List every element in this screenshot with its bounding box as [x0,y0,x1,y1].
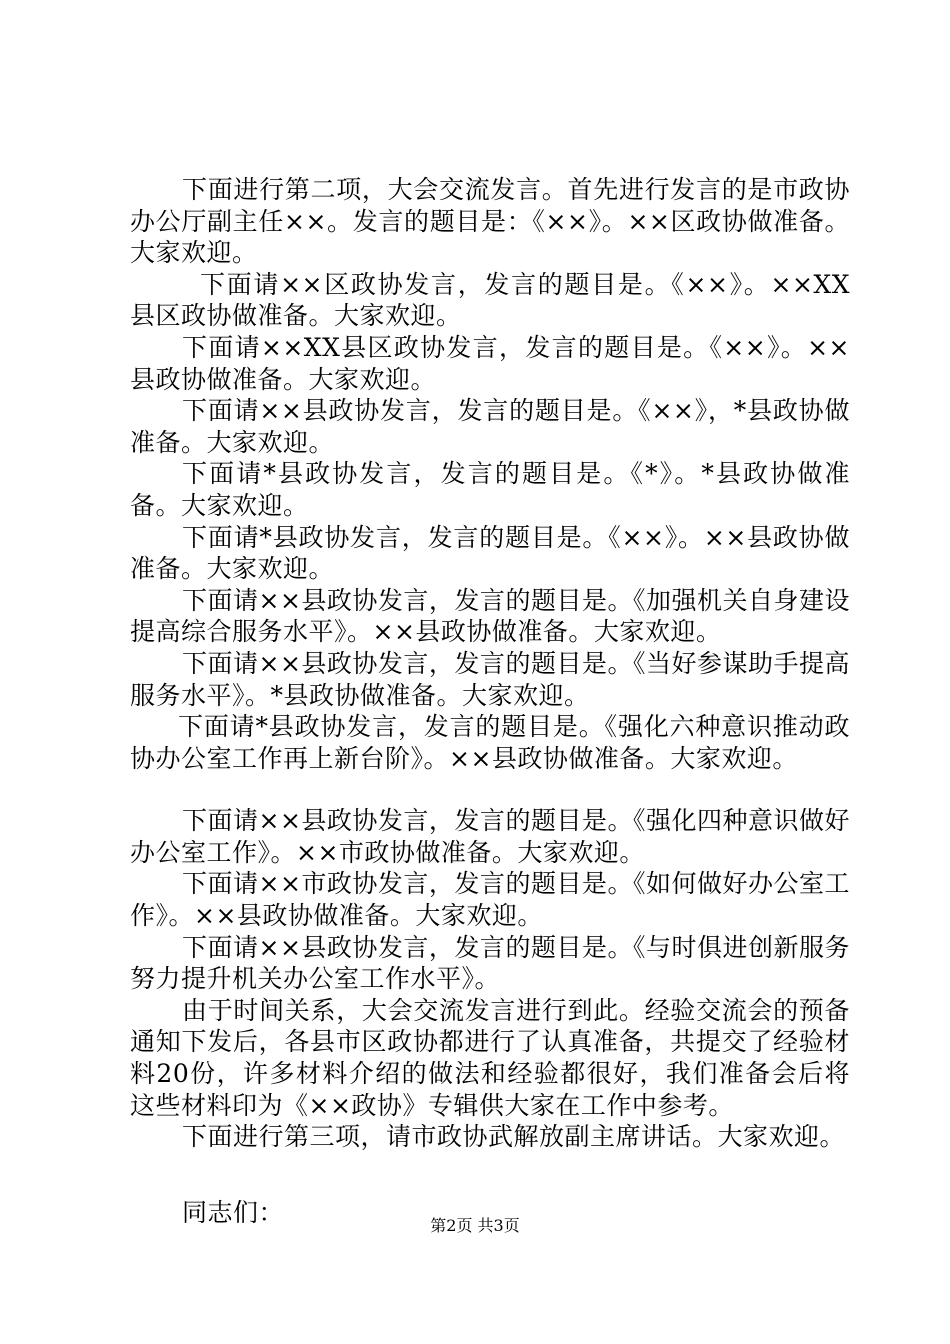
paragraph-district-speech: 下面请××区政协发言，发言的题目是。《××》。××XX县区政协做准备。大家欢迎。 [130,269,850,331]
paragraph-county-speech-3: 下面请*县政协发言，发言的题目是。《××》。××县政协做准备。大家欢迎。 [130,522,850,584]
paragraph-xx-county-district-speech: 下面请××XX县区政协发言，发言的题目是。《××》。××县政协做准备。大家欢迎。 [130,332,850,394]
paragraph-county-speech-5: 下面请××县政协发言，发言的题目是。《当好参谋助手提高服务水平》。*县政协做准备。大家欢迎。 [130,648,850,710]
paragraph-county-speech-2: 下面请*县政协发言，发言的题目是。《*》。*县政协做准备。大家欢迎。 [130,459,850,520]
paragraph-county-speech-6: 下面请*县政协发言，发言的题目是。《强化六种意识推动政协办公室工作再上新台阶》。××县政协做准备。大家欢迎。 [130,712,850,773]
paragraph-second-item-intro: 下面进行第二项，大会交流发言。首先进行发言的是市政协办公厅副主任××。发言的题目是：《××》。××区政协做准备。大家欢迎。 [130,175,850,268]
paragraph-gap [130,1153,850,1197]
paragraph-gap [130,774,850,805]
paragraph-session-summary: 由于时间关系，大会交流发言进行到此。经验交流会的预备通知下发后，各县市区政协都进行了认真准备，共提交了经验材料20份，许多材料介绍的做法和经验都很好，我们准备会后将这些材料印为《××政协》专辑供大家在工作中参考。 [130,995,850,1120]
paragraph-county-speech-4: 下面请××县政协发言，发言的题目是。《加强机关自身建设提高综合服务水平》。××县政协做准备。大家欢迎。 [130,585,850,647]
page-footer: 第2页 共3页 [430,1216,520,1235]
paragraph-third-item-intro: 下面进行第三项，请市政协武解放副主席讲话。大家欢迎。 [182,1122,846,1152]
paragraph-county-speech-1: 下面请××县政协发言，发言的题目是。《××》，*县政协做准备。大家欢迎。 [130,396,850,457]
paragraph-county-speech-7: 下面请××县政协发言，发言的题目是。《强化四种意识做好办公室工作》。××市政协做准备。大家欢迎。 [130,806,850,867]
paragraph-city-speech: 下面请××市政协发言，发言的题目是。《如何做好办公室工作》。××县政协做准备。大家欢迎。 [130,869,850,931]
paragraph-salutation: 同志们： [182,1197,285,1227]
document-body [130,174,850,1228]
paragraph-county-speech-8: 下面请××县政协发言，发言的题目是。《与时俱进创新服务努力提升机关办公室工作水平》。 [130,932,850,994]
